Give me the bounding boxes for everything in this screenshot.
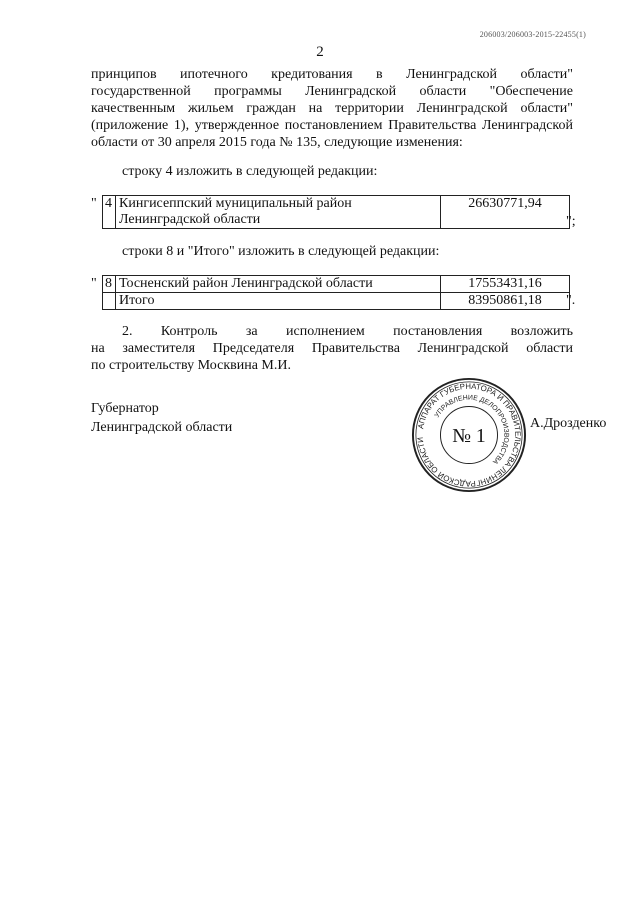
row-name-line: Ленинградской области <box>119 212 261 227</box>
intro-line: области от 30 апреля 2015 года № 135, следующие изменения: <box>91 135 463 150</box>
row-number <box>103 293 116 310</box>
table-1-close-quote: "; <box>566 214 576 229</box>
stamp-outer-text: АППАРАТ ГУБЕРНАТОРА И ПРАВИТЕЛЬСТВА ЛЕНИНГРАДСКОЙ ОБЛАСТИ <box>415 381 523 489</box>
official-stamp <box>410 376 528 494</box>
signature-title-line: Ленинградской области <box>91 420 233 435</box>
clause-2-line: 2. Контроль за исполнением постановления возложить <box>122 324 573 339</box>
intro-line: принципов ипотечного кредитования в Ленинградской области" <box>91 67 573 82</box>
intro-paragraph <box>91 66 573 151</box>
row-number: 8 <box>103 276 116 293</box>
intro-line: (приложение 1), утвержденное постановлением Правительства Ленинградской <box>91 118 573 133</box>
intro-line: качественным жильем граждан на территории Ленинградской области" <box>91 101 573 116</box>
table-row <box>103 276 570 293</box>
instruction-rows-8-total: строки 8 и "Итого" изложить в следующей редакции: <box>122 244 440 259</box>
document-id: 206003/206003-2015-22455(1) <box>479 30 586 39</box>
stamp-number: № 1 <box>452 424 486 447</box>
clause-2-line: по строительству Москвина М.И. <box>91 358 291 373</box>
row-name-line: Кингисеппский муниципальный район <box>119 196 352 211</box>
clause-2-line: на заместителя Председателя Правительства Ленинградской области <box>91 341 573 356</box>
table-row <box>103 293 570 310</box>
page-number: 2 <box>316 44 324 60</box>
table-1 <box>102 195 570 229</box>
instruction-row-4: строку 4 изложить в следующей редакции: <box>122 164 378 179</box>
table-2-open-quote: " <box>91 276 97 291</box>
table-1-open-quote: " <box>91 196 97 211</box>
table-2 <box>102 275 570 310</box>
table-row <box>103 196 570 229</box>
row-value: 17553431,16 <box>441 276 570 293</box>
row-value: 26630771,94 <box>441 196 570 229</box>
row-name: Тосненский район Ленинградской области <box>116 276 441 293</box>
signature-title <box>91 399 232 437</box>
clause-2-paragraph <box>91 323 573 374</box>
stamp-inner-text: УПРАВЛЕНИЕ ДЕЛОПРОИЗВОДСТВА <box>433 394 510 466</box>
intro-line: государственной программы Ленинградской области "Обеспечение <box>91 84 573 99</box>
row-value: 83950861,18 <box>441 293 570 310</box>
row-number: 4 <box>103 196 116 229</box>
signatory-name: А.Дрозденко <box>530 416 607 431</box>
row-name: Итого <box>116 293 441 310</box>
signature-title-line: Губернатор <box>91 401 159 416</box>
row-name <box>116 196 441 229</box>
table-2-close-quote: ". <box>566 293 576 308</box>
